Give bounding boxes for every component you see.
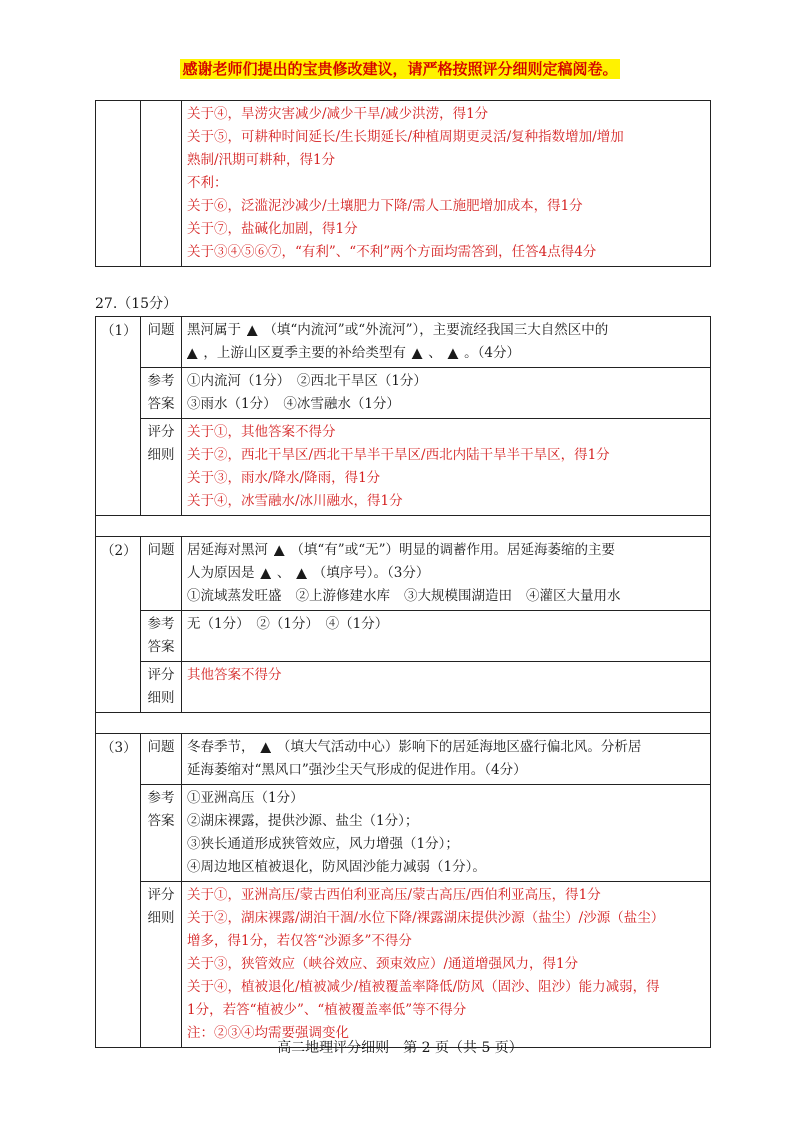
blank-triangle-icon: ▲ xyxy=(274,542,285,558)
blank-triangle-icon: ▲ xyxy=(187,345,198,361)
notice-banner-text: 感谢老师们提出的宝贵修改建议，请严格按照评分细则定稿阅卷。 xyxy=(182,60,618,78)
blank-triangle-icon: ▲ xyxy=(260,739,271,755)
part-number: （2） xyxy=(96,537,141,713)
rubric-line: 关于③④⑤⑥⑦，“有利”、“不利”两个方面均需答到，任答4点得4分 xyxy=(187,244,597,260)
rubric-line: 不利： xyxy=(187,175,228,191)
option: ②上游修建水库 xyxy=(295,588,390,604)
rubric-text: 关于①，亚洲高压/蒙古西伯利亚高压/蒙古高压/西伯利亚高压，得1分 关于②，湖床裸露/湖泊干涸/水位下降/裸露湖床提供沙源（盐尘）/沙源（盐尘） 增多，得1分，若仅答“沙源多”不得分 关于③，狭管效应（峡谷效应、颈束效应）/通道增强风力，得1分 关于④，植被退化/植被减少/植被覆盖率降低/防风（固沙、阻沙）能力减弱，得 1分，若答“植被少”、“植被覆盖率低”等不得分 注：②③④均需要强调变化 xyxy=(182,882,711,1048)
answer-label: 参考 答案 xyxy=(141,611,182,662)
part-1-rubric-row xyxy=(96,419,711,516)
prev-rubric-cell xyxy=(182,101,711,267)
answer-text: 无（1分） ②（1分） ④（1分） xyxy=(182,611,711,662)
blank-triangle-icon: ▲ xyxy=(296,565,307,581)
part-1-question-row xyxy=(96,317,711,368)
rubric-line: 关于④，旱涝灾害减少/减少干旱/减少洪涝，得1分 xyxy=(187,106,489,122)
question-label: 问题 xyxy=(141,537,182,611)
answer-text: ①亚洲高压（1分） ②湖床裸露，提供沙源、盐尘（1分）； ③狭长通道形成狭管效应，风力增强（1分）； ④周边地区植被退化，防风固沙能力减弱（1分）。 xyxy=(182,785,711,882)
rubric-label: 评分 细则 xyxy=(141,662,182,713)
rubric-line: 关于⑦，盐碱化加剧，得1分 xyxy=(187,221,358,237)
part-3-question-row xyxy=(96,734,711,785)
part-2-answer-row xyxy=(96,611,711,662)
answer-label: 参考 答案 xyxy=(141,368,182,419)
blank-triangle-icon: ▲ xyxy=(260,565,271,581)
separator-row xyxy=(96,516,711,537)
question-text: 黑河属于 ▲ （填“内流河”或“外流河”），主要流经我国三大自然区中的 ▲ ，上游山区夏季主要的补给类型有 ▲ 、 ▲ 。（4分） xyxy=(182,317,711,368)
option: ①流域蒸发旺盛 xyxy=(187,588,282,604)
rubric-label: 评分 细则 xyxy=(141,882,182,1048)
rubric-line: 关于⑤，可耕种时间延长/生长期延长/种植周期更灵活/复种指数增加/增加 xyxy=(187,129,624,145)
part-number: （1） xyxy=(96,317,141,516)
blank-triangle-icon: ▲ xyxy=(447,345,459,361)
blank-triangle-icon: ▲ xyxy=(247,322,258,338)
rubric-text: 其他答案不得分 xyxy=(182,662,711,713)
part-2-rubric-row xyxy=(96,662,711,713)
rubric-label: 评分 细则 xyxy=(141,419,182,516)
question-27-table xyxy=(95,316,711,1048)
option: ③大规模围湖造田 xyxy=(404,588,512,604)
part-2-question-row xyxy=(96,537,711,611)
blank-triangle-icon: ▲ xyxy=(411,345,423,361)
rubric-line: 关于⑥，泛滥泥沙减少/土壤肥力下降/需人工施肥增加成本，得1分 xyxy=(187,198,583,214)
previous-question-table xyxy=(95,100,711,267)
rubric-line: 熟制/汛期可耕种，得1分 xyxy=(187,152,336,168)
part-number: （3） xyxy=(96,734,141,1048)
question-label: 问题 xyxy=(141,734,182,785)
prev-label-cell xyxy=(141,101,182,267)
question-label: 问题 xyxy=(141,317,182,368)
question-text: 冬春季节， ▲ （填大气活动中心）影响下的居延海地区盛行偏北风。分析居 延海萎缩对“黑风口”强沙尘天气形成的促进作用。（4分） xyxy=(182,734,711,785)
part-3-rubric-row xyxy=(96,882,711,1048)
page-footer: 高二地理评分细则 第 2 页（共 5 页） xyxy=(277,1040,523,1056)
question-text: 居延海对黑河 ▲ （填“有”或“无”）明显的调蓄作用。居延海萎缩的主要 人为原因是 ▲ 、 ▲ （填序号）。（3分） ①流域蒸发旺盛 ②上游修建水库 ③大规模围湖造田 ④灌区大量用水 xyxy=(182,537,711,611)
rubric-text: 关于①，其他答案不得分 关于②，西北干旱区/西北干旱半干旱区/西北内陆干旱半干旱区，得1分 关于③，雨水/降水/降雨，得1分 关于④，冰雪融水/冰川融水，得1分 xyxy=(182,419,711,516)
option: ④灌区大量用水 xyxy=(526,588,621,604)
part-1-answer-row xyxy=(96,368,711,419)
options-list xyxy=(187,588,635,604)
answer-text: ①内流河（1分） ②西北干旱区（1分） ③雨水（1分） ④冰雪融水（1分） xyxy=(182,368,711,419)
prev-num-cell xyxy=(96,101,141,267)
separator-row xyxy=(96,713,711,734)
notice-banner xyxy=(0,58,800,79)
question-number: 27.（15分） xyxy=(95,296,178,312)
answer-label: 参考 答案 xyxy=(141,785,182,882)
part-3-answer-row xyxy=(96,785,711,882)
